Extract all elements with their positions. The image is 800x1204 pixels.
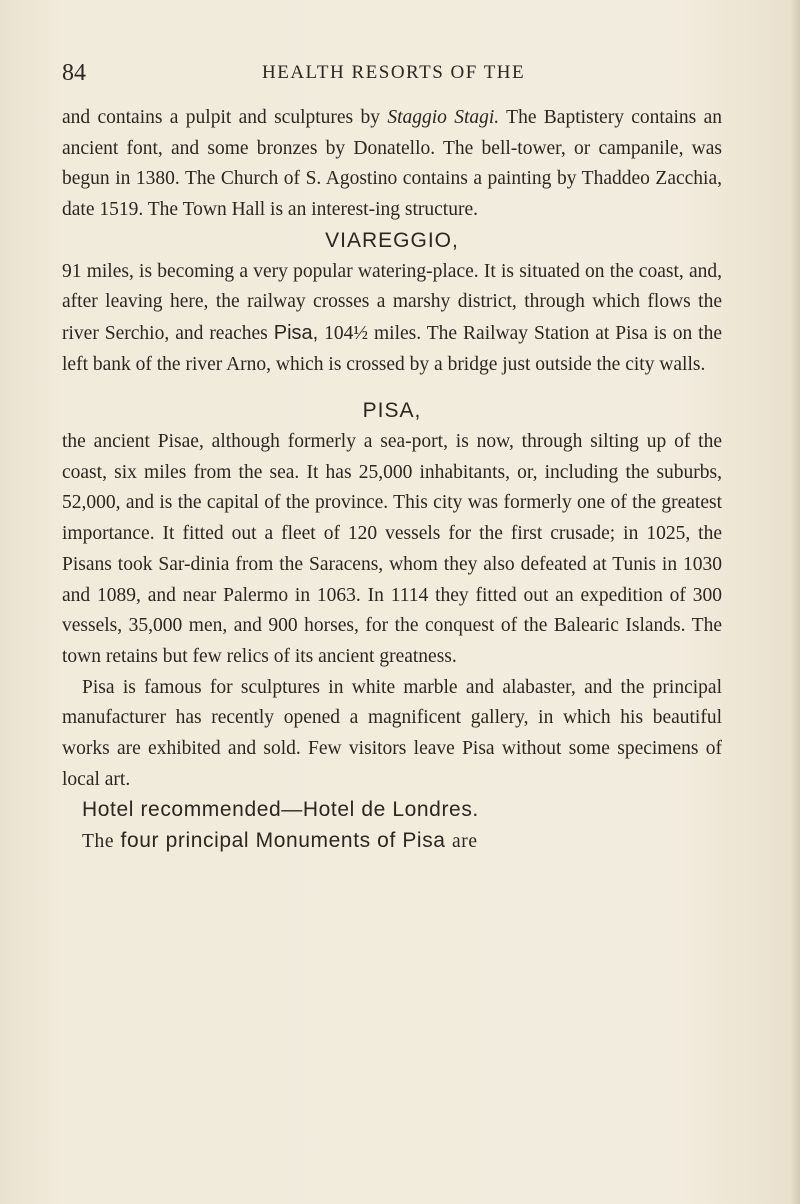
text-span: are — [452, 831, 478, 853]
paragraph-pisa-sculpture: Pisa is famous for sculptures in white marble and alabaster, and the principal manufacturer has recently opened a magnificent gallery, in which his beautiful works are exhibited and sold. Few visitors leave Pisa without some specimens of local art. — [62, 676, 722, 790]
place-name-pisa: Pisa, — [273, 321, 319, 344]
page-body — [62, 103, 722, 858]
section-title-pisa: PISA, — [362, 399, 422, 423]
text-span: The Baptistery contains an ancient font, and some bronzes by Donatello. The bell-tower, or campanile, was begun in 1380. The Church of S. Agostino contains a painting by Thaddeo Zacchia, date 1519. The Town Hall is an interest-ing structure. — [62, 107, 722, 221]
hotel-recommendation: Hotel recommended—Hotel de Londres. — [82, 798, 479, 822]
page-number: 84 — [62, 60, 86, 86]
text-span: The — [82, 831, 115, 853]
page-edge-shadow — [790, 0, 800, 1204]
paragraph-pisa-history: the ancient Pisae, although formerly a sea-port, is now, through silting up of the coast, six miles from the sea. It has 25,000 inhabitants, or, including the suburbs, 52,000, and is the capital of the province. This city was formerly one of the greatest importance. It fitted out a fleet of 120 vessels for the first crusade; in 1025, the Pisans took Sar-dinia from the Saracens, whom they also defeated at Tunis in 1030 and 1089, and near Palermo in 1063. In 1114 they fitted out an expedition of 300 vessels, 35,000 men, and 900 horses, for the conquest of the Balearic Islands. The town retains but few relics of its ancient greatness. — [62, 431, 722, 667]
text-span: four principal Monuments of Pisa — [114, 829, 453, 853]
text-span: 91 miles, is becoming a very popular watering-place. It is situated on the coast, and, after leaving here, the railway crosses a marshy district, through which flows the river Serchio, and reaches — [62, 260, 722, 344]
artist-name: Staggio Stagi. — [387, 107, 500, 128]
running-head: HEALTH RESORTS OF THE — [262, 62, 526, 83]
text-span: and contains a pulpit and sculptures by — [62, 107, 388, 128]
text-span: 104½ miles. The Railway Station at Pisa is on the left bank of the river Arno, which is crossed by a bridge just outside the city walls. — [62, 322, 722, 375]
paragraph-baptistery — [62, 103, 722, 226]
page-header — [62, 60, 722, 90]
monuments-line — [62, 826, 722, 858]
section-title-viareggio: VIAREGGIO, — [325, 228, 459, 252]
paragraph-viareggio — [62, 257, 722, 381]
